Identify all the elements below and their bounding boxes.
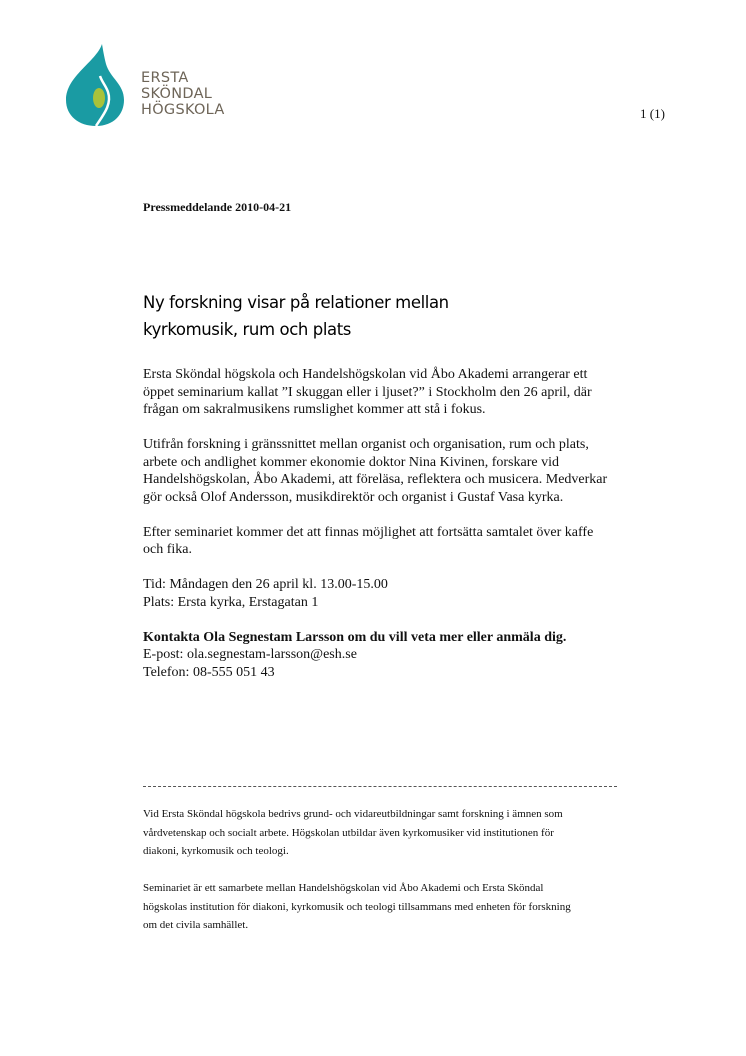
contact-email[interactable]: E-post: ola.segnestam-larsson@esh.se — [143, 647, 357, 662]
contact-heading: Kontakta Ola Segnestam Larsson om du vill veta mer eller anmäla dig. — [143, 629, 567, 645]
logo-line: SKÖNDAL — [141, 86, 213, 102]
text-line: om det civila samhället. — [143, 919, 249, 931]
text-line: Efter seminariet kommer det att finnas möjlighet att fortsätta samtalet över kaffe — [143, 524, 594, 540]
paragraph-research — [143, 436, 633, 506]
text-line: Vid Ersta Sköndal högskola bedrivs grund- och vidareutbildningar samt forskning i ämnen som — [143, 808, 563, 820]
text-line: Handelshögskolan, Åbo Akademi, att föreläsa, reflektera och musicera. Medverkar — [143, 472, 608, 487]
contact-phone: Telefon: 08-555 051 43 — [143, 664, 275, 680]
body-text — [143, 366, 633, 699]
text-line: diakoni, kyrkomusik och teologi. — [143, 845, 289, 857]
footer-divider — [143, 786, 617, 787]
logo-line: ERSTA — [141, 70, 189, 86]
headline-line: kyrkomusik, rum och plats — [143, 320, 351, 339]
footer-paragraph-about — [143, 805, 623, 861]
headline-line: Ny forskning visar på relationer mellan — [143, 293, 449, 312]
text-line: Ersta Sköndal högskola och Handelshögskolan vid Åbo Akademi arrangerar ett — [143, 367, 588, 382]
event-time: Tid: Måndagen den 26 april kl. 13.00-15.00 — [143, 577, 388, 592]
text-line: vårdvetenskap och socialt arbete. Högskolan utbildar även kyrkomusiker vid institutionen för — [143, 826, 554, 839]
school-logo — [66, 42, 236, 132]
footer-paragraph-collab — [143, 879, 623, 935]
text-line: högskolas institution för diakoni, kyrkomusik och teologi tillsammans med enheten för forskning — [143, 900, 571, 913]
text-line: gör också Olof Andersson, musikdirektör och organist i Gustaf Vasa kyrka. — [143, 489, 564, 505]
page-number: 1 (1) — [640, 106, 665, 121]
logo-wordmark — [141, 70, 225, 118]
text-line: frågan om sakralmusikens rumslighet kommer att stå i fokus. — [143, 402, 486, 417]
event-details — [143, 576, 633, 611]
headline — [143, 289, 623, 343]
text-line: Utifrån forskning i gränssnittet mellan organist och organisation, rum och plats, — [143, 437, 589, 452]
text-line: arbete och andlighet kommer ekonomie doktor Nina Kivinen, forskare vid — [143, 454, 559, 470]
paragraph-intro — [143, 366, 633, 419]
contact-block — [143, 629, 633, 682]
text-line: och fika. — [143, 542, 192, 557]
flame-logo-icon — [66, 42, 136, 132]
text-line: öppet seminarium kallat ”I skuggan eller i ljuset?” i Stockholm den 26 april, där — [143, 384, 592, 400]
paragraph-after — [143, 524, 633, 559]
press-release-date: Pressmeddelande 2010-04-21 — [143, 200, 292, 214]
text-line: Seminariet är ett samarbete mellan Handelshögskolan vid Åbo Akademi och Ersta Sköndal — [143, 882, 544, 894]
footer-notes — [143, 805, 623, 953]
logo-line: HÖGSKOLA — [141, 102, 225, 118]
event-place: Plats: Ersta kyrka, Erstagatan 1 — [143, 594, 319, 610]
